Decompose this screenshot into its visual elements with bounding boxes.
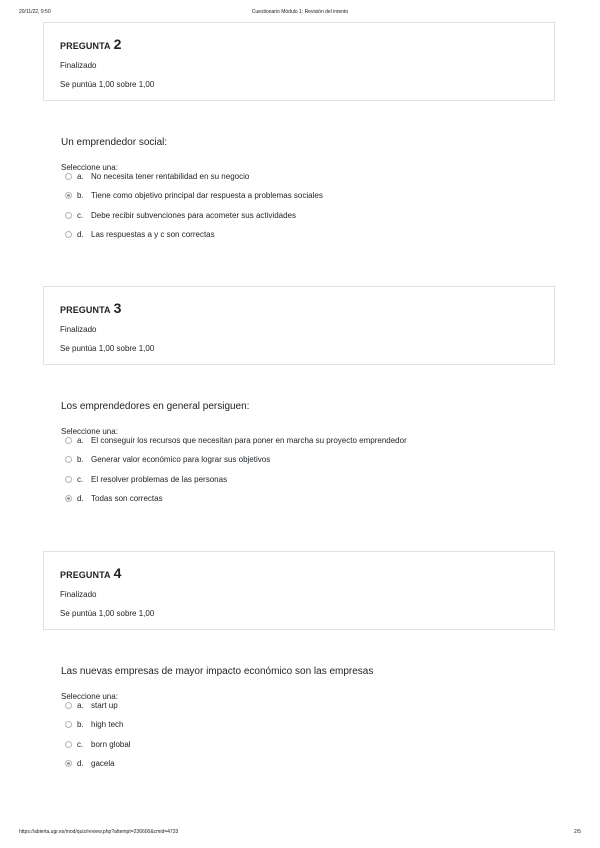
answer-list	[61, 701, 541, 778]
question-text: Un emprendedor social:	[61, 137, 168, 148]
select-prompt: Seleccione una:	[61, 163, 118, 172]
answer-option[interactable]	[61, 475, 541, 494]
answer-text: Generar valor económico para lograr sus objetivos	[91, 455, 271, 465]
print-date: 20/11/22, 9:50	[19, 9, 51, 15]
question-number: 4	[113, 565, 122, 581]
question-content	[61, 137, 541, 249]
answer-option[interactable]	[61, 759, 541, 778]
radio-button[interactable]	[65, 437, 72, 444]
question-state: Finalizado	[60, 325, 97, 334]
answer-option[interactable]	[61, 740, 541, 759]
answer-text: high tech	[91, 720, 124, 730]
print-header	[0, 9, 600, 19]
radio-button-checked[interactable]	[65, 192, 72, 199]
answer-letter: c.	[77, 210, 84, 220]
question-heading	[60, 36, 121, 54]
page-number: 2/5	[574, 829, 581, 835]
print-url: https://abierta.ugr.es/mod/quiz/review.php?attempt=236600&cmid=4733	[19, 829, 179, 835]
answer-text: No necesita tener rentabilidad en su negocio	[91, 172, 250, 181]
radio-button[interactable]	[65, 456, 72, 463]
radio-button[interactable]	[65, 721, 72, 728]
question-grade: Se puntúa 1,00 sobre 1,00	[60, 344, 155, 353]
question-label: PREGUNTA	[60, 570, 111, 580]
answer-option[interactable]	[61, 172, 541, 191]
radio-button[interactable]	[65, 173, 72, 180]
answer-letter: d.	[77, 229, 84, 239]
answer-text: born global	[91, 739, 131, 749]
answer-letter: a.	[77, 172, 84, 181]
answer-option[interactable]	[61, 211, 541, 230]
answer-option[interactable]	[61, 455, 541, 474]
question-grade: Se puntúa 1,00 sobre 1,00	[60, 80, 155, 89]
print-title: Cuestionario Módulo 1: Revisión del intento	[251, 9, 349, 15]
answer-letter: b.	[77, 720, 84, 730]
radio-button[interactable]	[65, 741, 72, 748]
question-label: PREGUNTA	[60, 41, 111, 51]
answer-list	[61, 172, 541, 249]
answer-letter: a.	[77, 436, 84, 445]
question-grade: Se puntúa 1,00 sobre 1,00	[60, 609, 155, 618]
radio-button-checked[interactable]	[65, 760, 72, 767]
answer-text: Debe recibir subvenciones para acometer sus actividades	[91, 210, 296, 220]
question-content	[61, 401, 541, 513]
print-footer	[0, 829, 600, 839]
radio-button[interactable]	[65, 231, 72, 238]
answer-letter: b.	[77, 191, 84, 201]
answer-option[interactable]	[61, 436, 541, 455]
answer-letter: c.	[77, 474, 84, 484]
question-number: 3	[113, 300, 122, 316]
answer-letter: d.	[77, 758, 84, 768]
question-heading	[60, 300, 121, 318]
question-text: Los emprendedores en general persiguen:	[61, 401, 250, 412]
question-text: Las nuevas empresas de mayor impacto económico son las empresas	[61, 666, 374, 677]
answer-text: El conseguir los recursos que necesitan para poner en marcha su proyecto emprendedor	[91, 436, 407, 445]
question-heading	[60, 565, 121, 583]
answer-text: Tiene como objetivo principal dar respuesta a problemas sociales	[91, 191, 323, 201]
answer-option[interactable]	[61, 230, 541, 249]
radio-button[interactable]	[65, 212, 72, 219]
answer-option[interactable]	[61, 494, 541, 513]
radio-button[interactable]	[65, 476, 72, 483]
answer-letter: b.	[77, 455, 84, 465]
question-label: PREGUNTA	[60, 305, 111, 315]
question-info-box	[43, 551, 555, 630]
answer-text: Las respuestas a y c son correctas	[91, 229, 215, 239]
radio-button-checked[interactable]	[65, 495, 72, 502]
answer-list	[61, 436, 541, 513]
question-info-box	[43, 286, 555, 365]
answer-text: start up	[91, 701, 118, 710]
question-number: 2	[113, 36, 122, 52]
select-prompt: Seleccione una:	[61, 427, 118, 436]
answer-text: gacela	[91, 758, 115, 768]
answer-letter: d.	[77, 493, 84, 503]
answer-option[interactable]	[61, 720, 541, 739]
answer-letter: a.	[77, 701, 84, 710]
question-state: Finalizado	[60, 590, 97, 599]
select-prompt: Seleccione una:	[61, 692, 118, 701]
answer-letter: c.	[77, 739, 84, 749]
question-info-box	[43, 22, 555, 101]
question-state: Finalizado	[60, 61, 97, 70]
question-content	[61, 666, 541, 778]
answer-option[interactable]	[61, 701, 541, 720]
answer-text: Todas son correctas	[91, 493, 163, 503]
answer-text: El resolver problemas de las personas	[91, 474, 228, 484]
answer-option[interactable]	[61, 191, 541, 210]
radio-button[interactable]	[65, 702, 72, 709]
